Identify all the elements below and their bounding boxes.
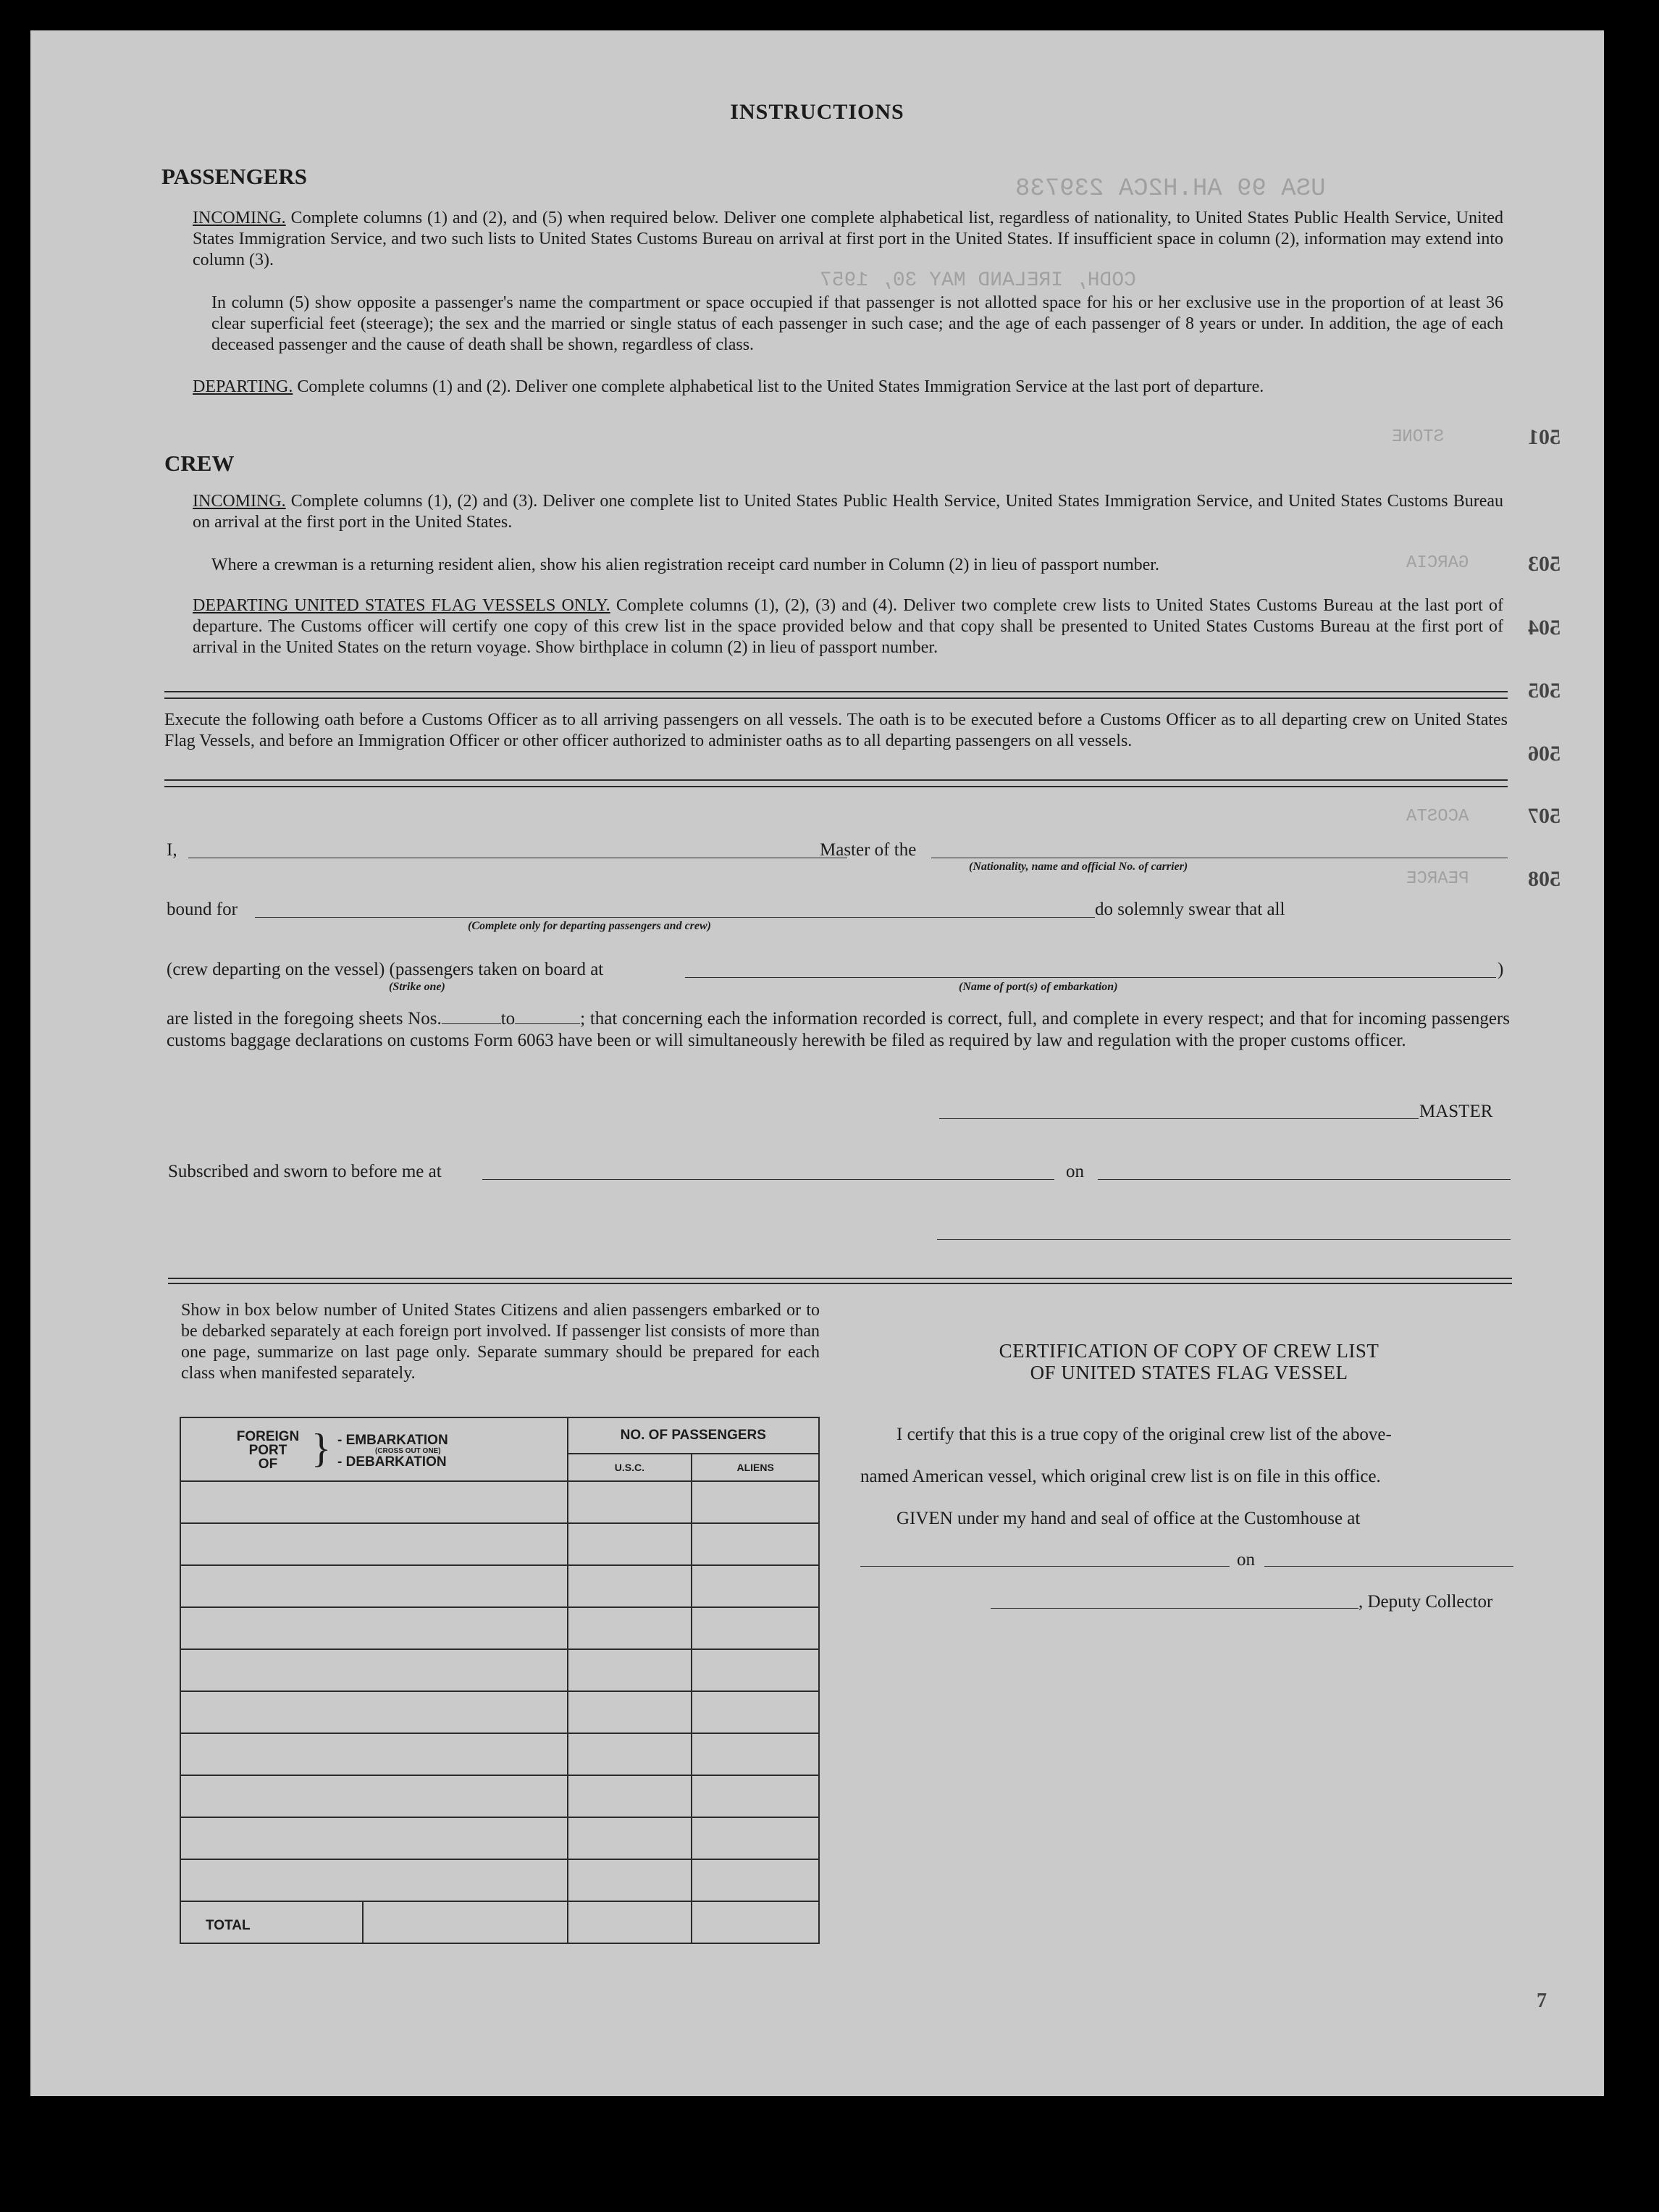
aliens-cell[interactable]: [692, 1481, 819, 1523]
aliens-cell[interactable]: [692, 1859, 819, 1901]
aliens-cell[interactable]: [692, 1691, 819, 1733]
divider: [164, 697, 1508, 699]
port-row: [180, 1817, 819, 1859]
usc-cell[interactable]: [568, 1649, 692, 1691]
total-aliens-cell[interactable]: [692, 1901, 819, 1943]
passengers-incoming-label: INCOMING.: [193, 209, 286, 227]
certification-heading: [870, 1340, 1508, 1383]
port-cell[interactable]: [180, 1817, 568, 1859]
ports-table: [180, 1417, 820, 1944]
port-cell[interactable]: [180, 1691, 568, 1733]
port-cell[interactable]: [180, 1733, 568, 1775]
bleed-through-name: ACOSTA: [1406, 807, 1469, 826]
embarkation-label: - EMBARKATION: [337, 1433, 448, 1448]
page-title: INSTRUCTIONS: [730, 100, 904, 124]
bleed-through-name: PEARCE: [1406, 869, 1469, 889]
sworn-on-label: on: [1066, 1162, 1084, 1181]
aliens-cell[interactable]: [692, 1649, 819, 1691]
usc-cell[interactable]: [568, 1565, 692, 1607]
listed-text-b: ; that concerning each the information recorded is correct, full, and complete in every respect; and that for incoming passengers customs baggage declarations on customs Form 6063 have been or will simultaneously herewith be filed as required by law and regulation with the proper customs officer.: [167, 1009, 1510, 1050]
master-label: MASTER: [1419, 1102, 1493, 1121]
bleed-through-name: GARCIA: [1406, 553, 1469, 573]
subscribed-label: Subscribed and sworn to before me at: [168, 1162, 442, 1181]
crew-heading: CREW: [164, 451, 235, 476]
cross-out-label: (CROSS OUT ONE): [375, 1447, 441, 1455]
margin-number: 507: [1528, 804, 1561, 828]
port-row: [180, 1775, 819, 1817]
embarkation-ports-field[interactable]: [685, 977, 1496, 978]
divider: [164, 786, 1508, 787]
port-row: [180, 1649, 819, 1691]
oath-close-paren: ): [1498, 960, 1504, 979]
aliens-cell[interactable]: [692, 1733, 819, 1775]
usc-cell[interactable]: [568, 1691, 692, 1733]
passengers-header: NO. OF PASSENGERS: [568, 1417, 819, 1454]
total-divider: [362, 1902, 364, 1943]
passengers-incoming-text: Complete columns (1) and (2), and (5) when required below. Deliver one complete alphabetical list, regardless of nationality, to United States Public Health Service, United States Immigration Service, and two such lists to United States Customs Bureau on arrival at first port in the United States. If insufficient space in column (2), information may extend into column (3).: [193, 209, 1503, 269]
port-cell[interactable]: [180, 1649, 568, 1691]
port-cell[interactable]: [180, 1565, 568, 1607]
debarkation-label: - DEBARKATION: [337, 1454, 447, 1470]
port-header-c: OF: [258, 1457, 278, 1472]
oath-bound-for: bound for: [167, 900, 238, 919]
passengers-incoming: [193, 208, 1503, 271]
margin-number: 501: [1528, 425, 1561, 449]
port-cell[interactable]: [180, 1859, 568, 1901]
deputy-collector-field[interactable]: [991, 1608, 1358, 1609]
aliens-cell[interactable]: [692, 1523, 819, 1565]
divider: [164, 691, 1508, 692]
usc-cell[interactable]: [568, 1817, 692, 1859]
margin-number: 504: [1528, 616, 1561, 640]
usc-cell[interactable]: [568, 1733, 692, 1775]
aliens-header: ALIENS: [692, 1454, 819, 1481]
port-row: [180, 1481, 819, 1523]
oath-i-label: I,: [167, 840, 177, 860]
certification-line-2: named American vessel, which original crew list is on file in this office.: [860, 1467, 1381, 1486]
strike-one-caption: (Strike one): [389, 981, 445, 993]
oath-solemnly-swear: do solemnly swear that all: [1095, 900, 1285, 919]
margin-number: 503: [1528, 552, 1561, 576]
listed-text-a: are listed in the foregoing sheets Nos.: [167, 1009, 442, 1029]
total-row-label-cell: [180, 1901, 568, 1943]
port-cell[interactable]: [180, 1523, 568, 1565]
ports-caption: (Name of port(s) of embarkation): [959, 981, 1118, 993]
oath-master-of: Master of the: [820, 840, 917, 860]
certification-heading-2: OF UNITED STATES FLAG VESSEL: [1030, 1362, 1348, 1383]
officer-signature-field[interactable]: [937, 1239, 1511, 1240]
port-row: [180, 1523, 819, 1565]
margin-number: 505: [1528, 679, 1561, 703]
certification-heading-1: CERTIFICATION OF COPY OF CREW LIST: [999, 1340, 1379, 1362]
port-row: [180, 1859, 819, 1901]
bleed-through-line: CODH, IRELAND MAY 30, 1957: [820, 269, 1136, 292]
divider: [168, 1283, 1512, 1284]
port-header-b: PORT: [248, 1443, 287, 1458]
margin-number: 506: [1528, 742, 1561, 766]
sheet-from-field[interactable]: [442, 1023, 501, 1024]
oath-instruction: Execute the following oath before a Customs Officer as to all arriving passengers on all vessels. The oath is to be executed before a Customs Officer as to all departing crew on United States Flag Vessels, and before an Immigration Officer or other officer authorized to administer oaths as to all departing passengers on all vessels.: [164, 711, 1508, 750]
customhouse-field[interactable]: [860, 1566, 1230, 1567]
margin-number: 508: [1528, 867, 1561, 891]
certification-date-field[interactable]: [1264, 1566, 1513, 1567]
crew-resident: Where a crewman is a returning resident alien, show his alien registration receipt card number in Column (2) in lieu of passport number.: [211, 556, 1159, 574]
master-signature-field[interactable]: [939, 1118, 1419, 1119]
port-cell[interactable]: [180, 1481, 568, 1523]
certification-on: on: [1237, 1550, 1255, 1570]
crew-departing: [193, 595, 1503, 658]
oath-crew-departing: (crew departing on the vessel) (passengers taken on board at: [167, 960, 604, 979]
aliens-cell[interactable]: [692, 1775, 819, 1817]
divider: [164, 779, 1508, 781]
deputy-collector-label: , Deputy Collector: [1358, 1592, 1493, 1612]
port-cell[interactable]: [180, 1607, 568, 1649]
passengers-departing: [193, 377, 1503, 398]
aliens-cell[interactable]: [692, 1817, 819, 1859]
certification-line-1: I certify that this is a true copy of the original crew list of the above-: [896, 1425, 1392, 1444]
passengers-departing-text: Complete columns (1) and (2). Deliver one complete alphabetical list to the United States Immigration Service at the last port of departure.: [297, 377, 1264, 396]
usc-cell[interactable]: [568, 1607, 692, 1649]
port-row: [180, 1733, 819, 1775]
brace-icon: }: [311, 1426, 331, 1471]
total-usc-cell[interactable]: [568, 1901, 692, 1943]
usc-cell[interactable]: [568, 1523, 692, 1565]
sworn-date-field[interactable]: [1098, 1179, 1511, 1180]
departing-caption: (Complete only for departing passengers and crew): [468, 920, 711, 932]
port-cell[interactable]: [180, 1775, 568, 1817]
usc-header: U.S.C.: [568, 1454, 692, 1481]
port-row: [180, 1607, 819, 1649]
passengers-heading: PASSENGERS: [161, 164, 307, 189]
sworn-at-field[interactable]: [482, 1179, 1054, 1180]
aliens-cell[interactable]: [692, 1565, 819, 1607]
carrier-caption: (Nationality, name and official No. of carrier): [969, 860, 1188, 873]
bound-for-field[interactable]: [255, 917, 1095, 918]
crew-incoming-text: Complete columns (1), (2) and (3). Deliver one complete list to United States Public Health Service, United States Immigration Service, and United States Customs Bureau on arrival at the first port in the United States.: [193, 492, 1504, 532]
sheet-to-field[interactable]: [515, 1023, 580, 1024]
usc-cell[interactable]: [568, 1481, 692, 1523]
passengers-departing-label: DEPARTING.: [193, 377, 293, 396]
oath-listed: [167, 1008, 1510, 1052]
usc-cell[interactable]: [568, 1775, 692, 1817]
summary-instructions: Show in box below number of United States Citizens and alien passengers embarked or to be debarked separately at each foreign port involved. If passenger list consists of more than one page, summarize on last page only. Separate summary should be prepared for each class when manifested separately.: [181, 1301, 820, 1383]
listed-to: to: [500, 1009, 516, 1029]
port-row: [180, 1691, 819, 1733]
bleed-through-name: STONE: [1392, 427, 1445, 447]
certification-line-3: GIVEN under my hand and seal of office at the Customhouse at: [896, 1509, 1361, 1528]
crew-incoming-label: INCOMING.: [193, 492, 286, 511]
usc-cell[interactable]: [568, 1859, 692, 1901]
total-label: TOTAL: [206, 1918, 251, 1933]
crew-incoming: [193, 491, 1503, 533]
aliens-cell[interactable]: [692, 1607, 819, 1649]
divider: [168, 1278, 1512, 1279]
bleed-through-header: USA 99 AH.H2CA 239738: [1015, 175, 1326, 203]
crew-departing-label: DEPARTING UNITED STATES FLAG VESSELS ONLY.: [193, 596, 610, 615]
port-header-a: FOREIGN: [236, 1429, 300, 1444]
port-header: [180, 1417, 568, 1481]
document-page: [30, 30, 1604, 2096]
passengers-column5: In column (5) show opposite a passenger's name the compartment or space occupied if that passenger is not allotted space for his or her exclusive use in the proportion of at least 36 clear superficial feet (steerage); the sex and the married or single status of each passenger in such case; and the age of each passenger of 8 years or under. In addition, the age of each deceased passenger and the cause of death shall be shown, regardless of class.: [211, 293, 1503, 354]
page-mark: 7: [1537, 1990, 1547, 2012]
crew-departing-text: Complete columns (1), (2), (3) and (4). Deliver two complete crew lists to United States Customs Bureau at the last port of departure. The Customs officer will certify one copy of this crew list in the space provided below and that copy shall be presented to United States Customs Bureau at the first port of arrival in the United States on the return voyage. Show birthplace in column (2) in lieu of passport number.: [193, 596, 1503, 657]
port-row: [180, 1565, 819, 1607]
